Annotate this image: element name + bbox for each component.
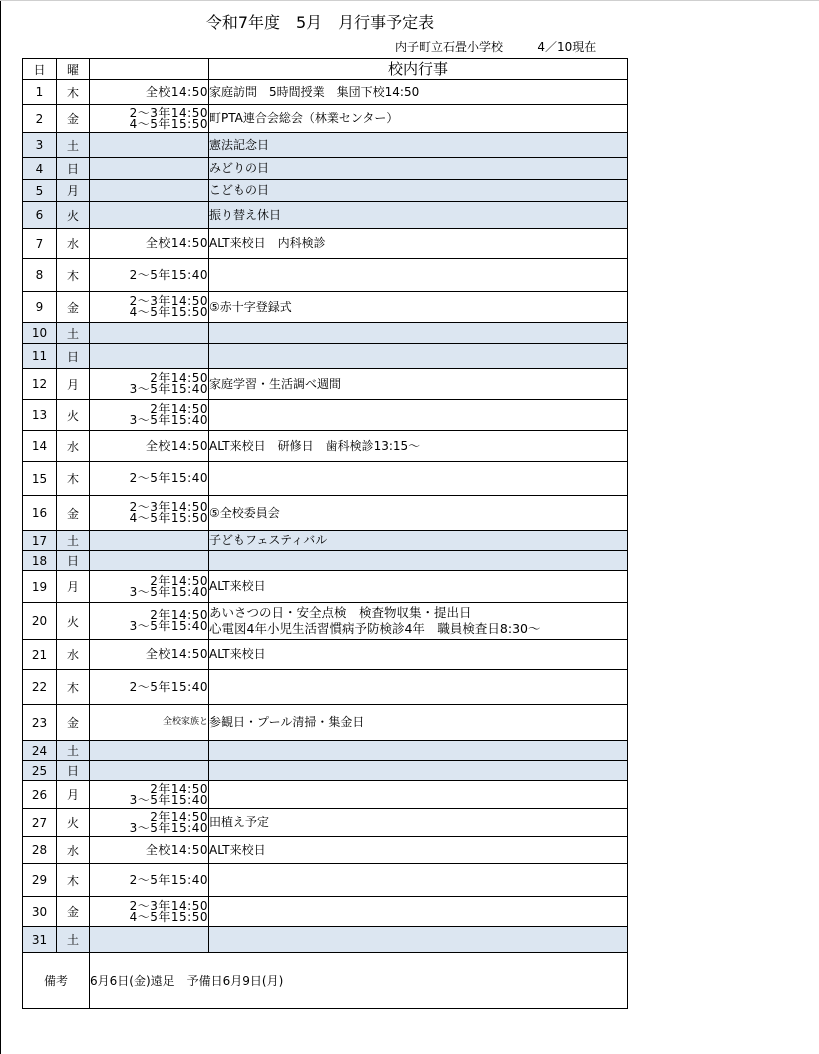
dismissal-time-cell: 2～3年14:50 4～5年15:50 — [90, 897, 209, 927]
dismissal-time-cell: 全校14:50 — [90, 837, 209, 864]
dismissal-time-cell: 2～3年14:50 4～5年15:50 — [90, 292, 209, 323]
day-cell: 22 — [23, 670, 57, 705]
day-cell: 7 — [23, 229, 57, 259]
events-cell: ALT来校日 — [209, 640, 628, 670]
events-cell: 町PTA連合会総会（林業センター） — [209, 105, 628, 133]
weekday-cell: 日 — [57, 551, 90, 571]
header-weekday: 曜 — [57, 59, 90, 80]
header-row — [23, 59, 628, 80]
weekday-cell: 日 — [57, 761, 90, 781]
events-cell — [209, 400, 628, 431]
dismissal-time-cell — [90, 323, 209, 344]
weekday-cell: 月 — [57, 781, 90, 809]
table-row — [23, 229, 628, 259]
day-cell: 6 — [23, 202, 57, 229]
dismissal-time-cell: 全校14:50 — [90, 640, 209, 670]
weekday-cell: 土 — [57, 741, 90, 761]
weekday-cell: 水 — [57, 431, 90, 462]
weekday-cell: 木 — [57, 80, 90, 105]
table-row — [23, 344, 628, 369]
events-cell: ⑤赤十字登録式 — [209, 292, 628, 323]
events-cell: 子どもフェスティバル — [209, 531, 628, 551]
dismissal-time-cell: 2～5年15:40 — [90, 670, 209, 705]
events-cell: ALT来校日 — [209, 837, 628, 864]
table-row — [23, 640, 628, 670]
events-cell — [209, 551, 628, 571]
dismissal-time-cell: 2年14:50 3～5年15:40 — [90, 809, 209, 837]
events-cell: ALT来校日 — [209, 571, 628, 603]
dismissal-time-cell: 2年14:50 3～5年15:40 — [90, 571, 209, 603]
day-cell: 1 — [23, 80, 57, 105]
table-row — [23, 105, 628, 133]
events-cell: 田植え予定 — [209, 809, 628, 837]
dismissal-time-cell: 全校14:50 — [90, 229, 209, 259]
notes-label: 備考 — [23, 953, 90, 1009]
events-cell — [209, 927, 628, 953]
events-cell: 参観日・プール清掃・集金日 — [209, 705, 628, 741]
events-cell — [209, 344, 628, 369]
events-cell — [209, 741, 628, 761]
events-cell: あいさつの日・安全点検 検査物収集・提出日 心電図4年小児生活習慣病予防検診4年 職員検査日8:30～ — [209, 603, 628, 640]
day-cell: 14 — [23, 431, 57, 462]
day-cell: 31 — [23, 927, 57, 953]
events-cell — [209, 259, 628, 292]
dismissal-time-cell — [90, 133, 209, 158]
day-cell: 23 — [23, 705, 57, 741]
table-row — [23, 781, 628, 809]
day-cell: 25 — [23, 761, 57, 781]
table-row — [23, 431, 628, 462]
table-row — [23, 259, 628, 292]
weekday-cell: 火 — [57, 603, 90, 640]
table-row — [23, 400, 628, 431]
dismissal-time-cell — [90, 180, 209, 202]
weekday-cell: 日 — [57, 158, 90, 180]
weekday-cell: 火 — [57, 202, 90, 229]
day-cell: 12 — [23, 369, 57, 400]
events-cell — [209, 462, 628, 496]
day-cell: 19 — [23, 571, 57, 603]
events-cell: 憲法記念日 — [209, 133, 628, 158]
table-row — [23, 323, 628, 344]
table-row — [23, 897, 628, 927]
table-row — [23, 837, 628, 864]
page-frame-left — [0, 0, 1, 1054]
weekday-cell: 火 — [57, 400, 90, 431]
weekday-cell: 金 — [57, 292, 90, 323]
day-cell: 29 — [23, 864, 57, 897]
events-cell: 振り替え休日 — [209, 202, 628, 229]
dismissal-time-cell: 2～5年15:40 — [90, 462, 209, 496]
dismissal-time-cell: 全校14:50 — [90, 80, 209, 105]
weekday-cell: 月 — [57, 571, 90, 603]
day-cell: 28 — [23, 837, 57, 864]
notes-text: 6月6日(金)遠足 予備日6月9日(月) — [90, 953, 628, 1009]
weekday-cell: 木 — [57, 259, 90, 292]
table-row — [23, 369, 628, 400]
header-day: 日 — [23, 59, 57, 80]
table-row — [23, 864, 628, 897]
subtitle — [395, 38, 596, 55]
day-cell: 3 — [23, 133, 57, 158]
table-row — [23, 531, 628, 551]
notes-row — [23, 953, 628, 1009]
weekday-cell: 土 — [57, 133, 90, 158]
events-cell — [209, 864, 628, 897]
dismissal-time-cell — [90, 551, 209, 571]
weekday-cell: 日 — [57, 344, 90, 369]
table-row — [23, 761, 628, 781]
dismissal-time-cell: 2～5年15:40 — [90, 864, 209, 897]
events-cell: みどりの日 — [209, 158, 628, 180]
table-row — [23, 809, 628, 837]
day-cell: 26 — [23, 781, 57, 809]
dismissal-time-cell — [90, 158, 209, 180]
dismissal-time-cell: 全校14:50 — [90, 431, 209, 462]
page-title: 令和7年度 5月 月行事予定表 — [205, 13, 435, 32]
table-row — [23, 551, 628, 571]
table-row — [23, 927, 628, 953]
table-row — [23, 202, 628, 229]
table-row — [23, 705, 628, 741]
day-cell: 11 — [23, 344, 57, 369]
table-row — [23, 741, 628, 761]
events-cell: 家庭学習・生活調べ週間 — [209, 369, 628, 400]
events-cell: ⑤全校委員会 — [209, 496, 628, 531]
day-cell: 16 — [23, 496, 57, 531]
weekday-cell: 土 — [57, 531, 90, 551]
day-cell: 17 — [23, 531, 57, 551]
day-cell: 24 — [23, 741, 57, 761]
weekday-cell: 木 — [57, 670, 90, 705]
table-row — [23, 670, 628, 705]
day-cell: 4 — [23, 158, 57, 180]
as-of-date: 4／10現在 — [537, 40, 597, 54]
day-cell: 10 — [23, 323, 57, 344]
day-cell: 21 — [23, 640, 57, 670]
day-cell: 2 — [23, 105, 57, 133]
weekday-cell: 水 — [57, 640, 90, 670]
weekday-cell: 火 — [57, 809, 90, 837]
events-cell — [209, 897, 628, 927]
day-cell: 5 — [23, 180, 57, 202]
events-cell: 家庭訪問 5時間授業 集団下校14:50 — [209, 80, 628, 105]
weekday-cell: 木 — [57, 864, 90, 897]
dismissal-time-cell: 2～3年14:50 4～5年15:50 — [90, 496, 209, 531]
dismissal-time-cell: 2～5年15:40 — [90, 259, 209, 292]
header-events: 校内行事 — [209, 59, 628, 80]
day-cell: 8 — [23, 259, 57, 292]
schedule-table — [22, 58, 628, 1009]
dismissal-time-cell: 2年14:50 3～5年15:40 — [90, 369, 209, 400]
table-row — [23, 571, 628, 603]
dismissal-time-cell: 2～3年14:50 4～5年15:50 — [90, 105, 209, 133]
dismissal-time-cell: 全校家族と — [90, 705, 209, 741]
day-cell: 18 — [23, 551, 57, 571]
dismissal-time-cell — [90, 202, 209, 229]
dismissal-time-cell: 2年14:50 3～5年15:40 — [90, 400, 209, 431]
dismissal-time-cell — [90, 344, 209, 369]
table-row — [23, 603, 628, 640]
day-cell: 9 — [23, 292, 57, 323]
weekday-cell: 水 — [57, 229, 90, 259]
weekday-cell: 土 — [57, 323, 90, 344]
school-name: 内子町立石畳小学校 — [395, 40, 504, 54]
events-cell: ALT来校日 研修日 歯科検診13:15～ — [209, 431, 628, 462]
table-row — [23, 133, 628, 158]
table-row — [23, 180, 628, 202]
table-row — [23, 462, 628, 496]
day-cell: 20 — [23, 603, 57, 640]
table-row — [23, 292, 628, 323]
events-cell: ALT来校日 内科検診 — [209, 229, 628, 259]
table-row — [23, 158, 628, 180]
weekday-cell: 金 — [57, 105, 90, 133]
events-cell — [209, 323, 628, 344]
header-time — [90, 59, 209, 80]
dismissal-time-cell — [90, 927, 209, 953]
day-cell: 15 — [23, 462, 57, 496]
dismissal-time-cell — [90, 531, 209, 551]
table-row — [23, 496, 628, 531]
weekday-cell: 月 — [57, 180, 90, 202]
weekday-cell: 金 — [57, 897, 90, 927]
weekday-cell: 金 — [57, 496, 90, 531]
page-frame-top — [0, 0, 819, 1]
events-cell — [209, 670, 628, 705]
day-cell: 13 — [23, 400, 57, 431]
events-cell — [209, 781, 628, 809]
weekday-cell: 木 — [57, 462, 90, 496]
weekday-cell: 月 — [57, 369, 90, 400]
dismissal-time-cell — [90, 761, 209, 781]
weekday-cell: 土 — [57, 927, 90, 953]
events-cell: こどもの日 — [209, 180, 628, 202]
events-cell — [209, 761, 628, 781]
table-row — [23, 80, 628, 105]
dismissal-time-cell: 2年14:50 3～5年15:40 — [90, 603, 209, 640]
weekday-cell: 水 — [57, 837, 90, 864]
dismissal-time-cell: 2年14:50 3～5年15:40 — [90, 781, 209, 809]
weekday-cell: 金 — [57, 705, 90, 741]
day-cell: 27 — [23, 809, 57, 837]
day-cell: 30 — [23, 897, 57, 927]
dismissal-time-cell — [90, 741, 209, 761]
